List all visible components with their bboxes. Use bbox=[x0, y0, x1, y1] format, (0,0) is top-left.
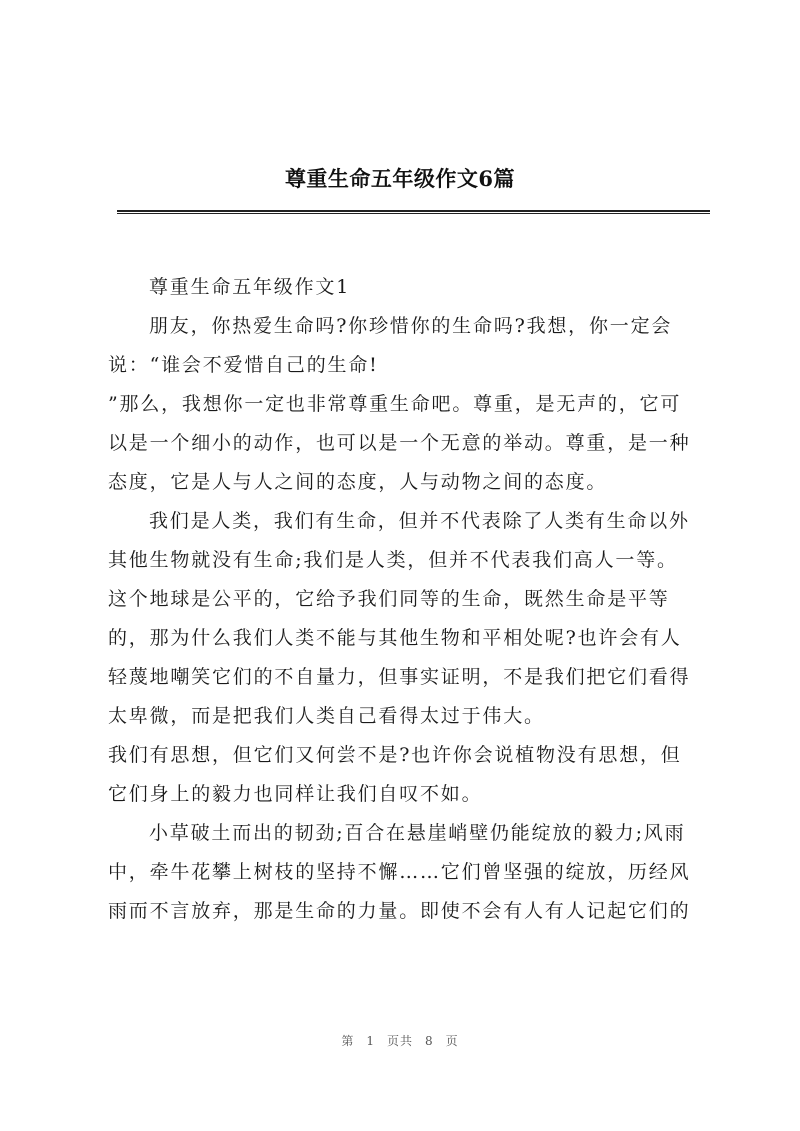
paragraph-line: ”那么，我想你一定也非常尊重生命吧。尊重，是无声的，它可 bbox=[108, 393, 682, 415]
current-page-number: 1 bbox=[366, 1034, 375, 1048]
paragraph-line: 它们身上的毅力也同样让我们自叹不如。 bbox=[108, 783, 483, 805]
paragraph-line: 小草破土而出的韧劲;百合在悬崖峭壁仍能绽放的毅力;风雨 bbox=[149, 822, 686, 844]
total-pages-number: 8 bbox=[425, 1034, 434, 1048]
document-title: 尊重生命五年级作文6篇 bbox=[284, 166, 516, 191]
document-body bbox=[108, 268, 708, 931]
footer-label-end: 页 bbox=[445, 1034, 459, 1048]
paragraph-line: 太卑微，而是把我们人类自己看得太过于伟大。 bbox=[108, 705, 545, 727]
paragraph-line: 以是一个细小的动作，也可以是一个无意的举动。尊重，是一种 bbox=[108, 432, 691, 454]
title-divider bbox=[117, 210, 710, 214]
paragraph-line: 说：“谁会不爱惜自己的生命! bbox=[108, 354, 379, 376]
paragraph-line: 这个地球是公平的，它给予我们同等的生命，既然生命是平等 bbox=[108, 588, 670, 610]
footer-label-page: 第 bbox=[341, 1034, 355, 1048]
paragraph-line: 我们是人类，我们有生命，但并不代表除了人类有生命以外 bbox=[149, 510, 690, 532]
paragraph-line: 的，那为什么我们人类不能与其他生物和平相处呢?也许会有人 bbox=[108, 627, 682, 649]
paragraph-line: 我们有思想，但它们又何尝不是?也许你会说植物没有思想，但 bbox=[108, 744, 682, 766]
footer-label-of: 页共 bbox=[386, 1034, 413, 1048]
paragraph-line: 雨而不言放弃，那是生命的力量。即使不会有人有人记起它们的 bbox=[108, 900, 691, 922]
paragraph-line: 轻蔑地嘲笑它们的不自量力，但事实证明，不是我们把它们看得 bbox=[108, 666, 691, 688]
paragraph-line: 态度，它是人与人之间的态度，人与动物之间的态度。 bbox=[108, 471, 608, 493]
paragraph-line: 中，牵牛花攀上树枝的坚持不懈……它们曾坚强的绽放，历经风 bbox=[108, 861, 691, 883]
paragraph-line: 其他生物就没有生命;我们是人类，但并不代表我们高人一等。 bbox=[108, 549, 678, 571]
paragraph-line: 朋友，你热爱生命吗?你珍惜你的生命吗?我想，你一定会 bbox=[149, 315, 673, 337]
section-heading: 尊重生命五年级作文1 bbox=[149, 276, 351, 298]
page-footer bbox=[0, 1032, 800, 1049]
